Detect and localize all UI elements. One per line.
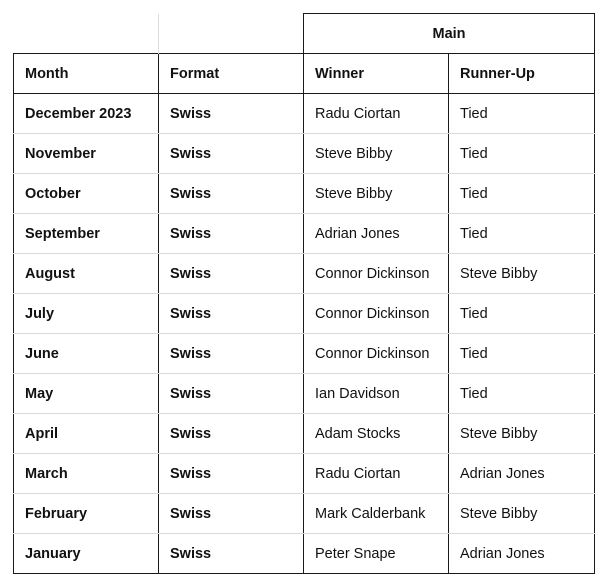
winner-cell: Connor Dickinson bbox=[304, 334, 449, 374]
runner-up-cell: Tied bbox=[449, 374, 595, 414]
table-row bbox=[14, 414, 595, 454]
winner-cell: Mark Calderbank bbox=[304, 494, 449, 534]
winner-cell: Ian Davidson bbox=[304, 374, 449, 414]
runner-up-cell: Steve Bibby bbox=[449, 494, 595, 534]
runner-up-cell: Tied bbox=[449, 294, 595, 334]
winner-cell: Adam Stocks bbox=[304, 414, 449, 454]
runner-up-cell: Adrian Jones bbox=[449, 534, 595, 574]
format-cell: Swiss bbox=[159, 174, 304, 214]
winner-cell: Peter Snape bbox=[304, 534, 449, 574]
group-header-row bbox=[14, 14, 595, 54]
month-cell: December 2023 bbox=[14, 94, 159, 134]
month-cell: November bbox=[14, 134, 159, 174]
table-row bbox=[14, 214, 595, 254]
runner-up-cell: Tied bbox=[449, 214, 595, 254]
format-cell: Swiss bbox=[159, 534, 304, 574]
table-row bbox=[14, 334, 595, 374]
format-cell: Swiss bbox=[159, 494, 304, 534]
table-row bbox=[14, 134, 595, 174]
month-cell: April bbox=[14, 414, 159, 454]
month-cell: September bbox=[14, 214, 159, 254]
month-cell: March bbox=[14, 454, 159, 494]
runner-up-cell: Adrian Jones bbox=[449, 454, 595, 494]
format-cell: Swiss bbox=[159, 454, 304, 494]
group-header-blank bbox=[159, 14, 304, 54]
results-table bbox=[13, 13, 595, 574]
month-cell: February bbox=[14, 494, 159, 534]
runner-up-cell: Tied bbox=[449, 334, 595, 374]
table-row bbox=[14, 174, 595, 214]
format-cell: Swiss bbox=[159, 214, 304, 254]
winner-cell: Connor Dickinson bbox=[304, 294, 449, 334]
table-row bbox=[14, 254, 595, 294]
format-cell: Swiss bbox=[159, 94, 304, 134]
winner-cell: Connor Dickinson bbox=[304, 254, 449, 294]
runner-up-cell: Tied bbox=[449, 94, 595, 134]
table-row bbox=[14, 94, 595, 134]
month-cell: August bbox=[14, 254, 159, 294]
format-cell: Swiss bbox=[159, 374, 304, 414]
winner-cell: Radu Ciortan bbox=[304, 94, 449, 134]
column-header-month: Month bbox=[14, 54, 159, 94]
column-header-row bbox=[14, 54, 595, 94]
winner-cell: Steve Bibby bbox=[304, 134, 449, 174]
runner-up-cell: Tied bbox=[449, 134, 595, 174]
month-cell: June bbox=[14, 334, 159, 374]
winner-cell: Steve Bibby bbox=[304, 174, 449, 214]
column-header-winner: Winner bbox=[304, 54, 449, 94]
month-cell: July bbox=[14, 294, 159, 334]
runner-up-cell: Tied bbox=[449, 174, 595, 214]
runner-up-cell: Steve Bibby bbox=[449, 254, 595, 294]
table-row bbox=[14, 454, 595, 494]
table-row bbox=[14, 374, 595, 414]
winner-cell: Adrian Jones bbox=[304, 214, 449, 254]
month-cell: January bbox=[14, 534, 159, 574]
winner-cell: Radu Ciortan bbox=[304, 454, 449, 494]
table-row bbox=[14, 294, 595, 334]
format-cell: Swiss bbox=[159, 334, 304, 374]
month-cell: May bbox=[14, 374, 159, 414]
column-header-format: Format bbox=[159, 54, 304, 94]
month-cell: October bbox=[14, 174, 159, 214]
column-header-runner-up: Runner-Up bbox=[449, 54, 595, 94]
group-header-blank bbox=[14, 14, 159, 54]
format-cell: Swiss bbox=[159, 414, 304, 454]
format-cell: Swiss bbox=[159, 254, 304, 294]
format-cell: Swiss bbox=[159, 294, 304, 334]
table-row bbox=[14, 534, 595, 574]
runner-up-cell: Steve Bibby bbox=[449, 414, 595, 454]
table-row bbox=[14, 494, 595, 534]
group-header-main: Main bbox=[304, 14, 595, 54]
format-cell: Swiss bbox=[159, 134, 304, 174]
